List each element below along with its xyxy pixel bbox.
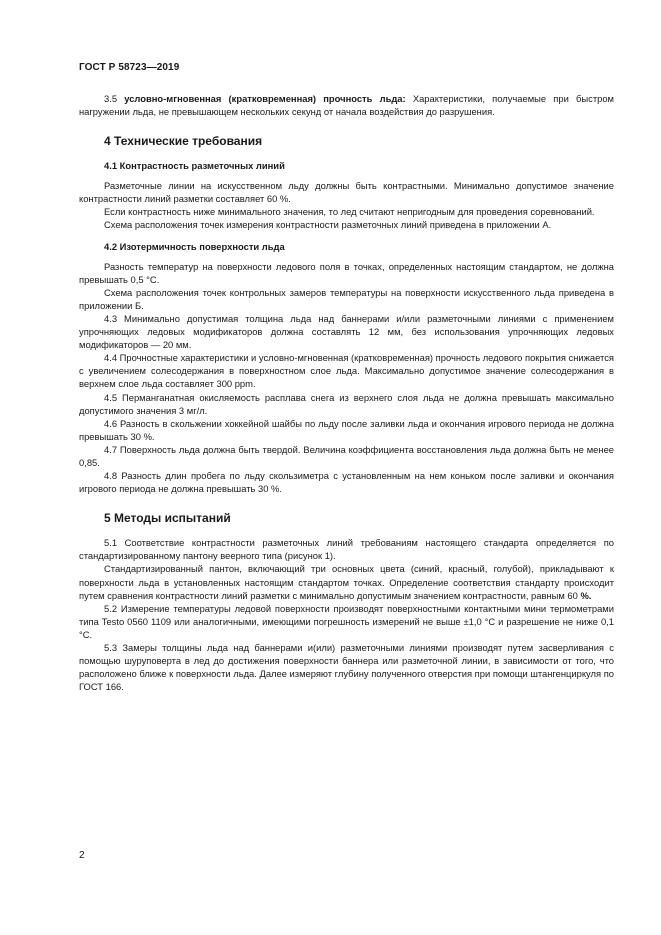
subsection-heading-4-1: 4.1 Контрастность разметочных линий [104,160,285,172]
section-heading-4: 4 Технические требования [104,134,263,149]
paragraph: Схема расположения точек измерения контрастности разметочных линий приведена в приложении А. [104,219,552,231]
clause-3-5 [79,92,614,118]
paragraph: Разметочные линии на искусственном льду должны быть контрастными. Минимально допустимое значение контрастности линий разметки составляет 60 %. [79,180,614,205]
paragraph-5-1: 5.1 Соответствие контрастности разметочных линий требованиям настоящего стандарта определяется по стандартизированному пантону веерного типа (рисунок 1). [79,537,614,562]
clause-number: 3.5 [104,93,125,104]
clause-term: условно-мгновенная (кратковременная) прочность льда: [124,93,406,104]
page-number: 2 [79,850,85,861]
paragraph-4-3: 4.3 Минимально допустимая толщина льда над баннерами и/или разметочными линиями с применением упрочняющих ледовых модификаторов должна составлять 12 мм, без использования упрочняющих ледовых модификаторов — 20 мм. [79,312,614,351]
paragraph: Разность температур на поверхности ледового поля в точках, определенных настоящим стандартом, не должна превышать 0,5 °С. [79,260,614,285]
paragraph-4-6: 4.6 Разность в скольжении хоккейной шайбы по льду после заливки льда и окончания игрового периода не должна превышать 30 %. [79,417,614,442]
paragraph-4-4: 4.4 Прочностные характеристики и условно-мгновенная (кратковременная) прочность ледового покрытия снижается с увеличением солесодержания в поверхностном слое льда. Максимально допустимое значение солесодержания в верхнем слое льда составляет 300 ppm. [79,352,614,390]
paragraph: Если контрастность ниже минимального значения, то лед считают непригодным для проведения соревнований. [104,206,595,218]
paragraph-4-7: 4.7 Поверхность льда должна быть твердой. Величина коэффициента восстановления льда должна быть не менее 0,85. [79,443,614,468]
section-heading-5: 5 Методы испытаний [104,511,231,526]
percent-sign: %. [580,589,592,601]
paragraph-text: Стандартизированный пантон, включающий три основных цвета (синий, красный, голубой), прикладывают к поверхности льда в установленных настоящим стандартом точках. Определение соответствия стандарту происходит путем сравнения контрастности линий разметки с минимально допустимым значением контрастности, равным 60 [79,563,614,601]
document-header: ГОСТ Р 58723—2019 [79,62,180,73]
document-body [79,92,614,693]
paragraph-5-3: 5.3 Замеры толщины льда над баннерами и(или) разметочными линиями производят путем засверливания с помощью шуруповерта в лед до достижения поверхности баннера или разметочной линии, в зависимости от того, что расположено ближе к поверхности льда. Далее измеряют глубину полученного отверстия при помощи штангенциркуля по ГОСТ 166. [79,642,614,693]
paragraph-4-5: 4.5 Перманганатная окисляемость расплава снега из верхнего слоя льда не должна превышать максимально допустимого значения 3 мг/л. [79,391,614,416]
paragraph-5-1-cont [79,562,614,601]
paragraph-4-8: 4.8 Разность длин пробега по льду скользиметра с установленным на нем коньком после заливки и окончания игрового периода не должна превышать 30 %. [79,470,614,495]
paragraph-5-2: 5.2 Измерение температуры ледовой поверхности производят поверхностными контактными мини термометрами типа Testo 0560 1109 или аналогичными, имеющими погрешность измерений не выше ±1,0 °С и разрешение не ниже 0,1 °С. [79,602,614,640]
subsection-heading-4-2: 4.2 Изотермичность поверхности льда [104,240,285,252]
clause-definition: Характеристики, получаемые при быстром нагружении льда, не превышающем нескольких секунд от начала воздействия до разрушения. [79,93,614,118]
paragraph: Схема расположения точек контрольных замеров температуры на поверхности искусственного льда приведена в приложении Б. [79,286,614,311]
